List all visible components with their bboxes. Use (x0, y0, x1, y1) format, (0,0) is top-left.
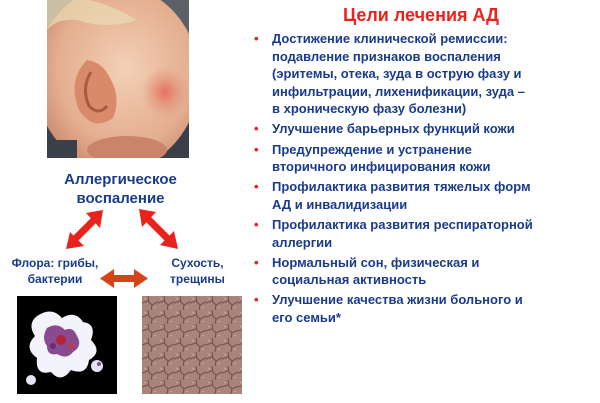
goal-item-line: Улучшение барьерных функций кожи (272, 121, 515, 137)
goal-item (248, 120, 588, 138)
goal-item (248, 30, 588, 118)
goal-item-line: Профилактика развития тяжелых форм (272, 179, 531, 195)
arrow-center-flora (66, 210, 103, 249)
goal-item (248, 254, 588, 289)
goal-item-line: АД и инвалидизации (272, 196, 408, 212)
goal-item (248, 178, 588, 213)
goal-item-line: аллергии (272, 234, 333, 250)
dryness-label-line-2: трещины (170, 272, 225, 286)
goal-item-line: Достижение клинической ремиссии: (272, 31, 508, 46)
bullet-icon: • (254, 121, 259, 137)
goals-list (248, 30, 588, 329)
goal-item-line: его семьи* (272, 309, 341, 325)
bullet-icon: • (254, 31, 259, 46)
bullet-icon: • (254, 179, 259, 195)
bullet-icon: • (254, 216, 259, 232)
goal-item (248, 141, 588, 176)
goal-item (248, 291, 588, 326)
bullet-icon: • (254, 292, 259, 308)
center-label-line-1: Аллергическое (64, 171, 177, 188)
flora-label-line-2: бактерии (27, 272, 83, 286)
goal-item-line: подавление признаков воспаления (272, 48, 501, 64)
goal-item-line: в хроническую фазу болезни) (272, 101, 467, 117)
bullet-icon: • (254, 141, 259, 157)
goal-item-line: вторичного инфицирования кожи (272, 159, 491, 175)
goal-item (248, 216, 588, 251)
diagram-arrows (0, 0, 260, 300)
goal-item-line: социальная активность (272, 272, 427, 288)
goal-item-line: инфильтрации, лихенификации, зуда – (272, 83, 525, 99)
goal-item-line: Улучшение качества жизни больного и (272, 292, 523, 308)
arrow-center-dryness (139, 209, 178, 249)
goal-item-line: (эритемы, отека, зуда в острую фазу и (272, 66, 522, 82)
arrow-flora-dryness (100, 269, 148, 288)
flora-label-line-1: Флора: грибы, (11, 256, 99, 270)
dry-skin-micrograph (142, 296, 242, 394)
goal-item-line: Нормальный сон, физическая и (272, 254, 480, 270)
goal-item-line: Профилактика развития респираторной (272, 216, 533, 232)
center-label-line-2: воспаление (76, 190, 165, 207)
bullet-icon: • (254, 254, 259, 270)
goals-title: Цели лечения АД (342, 5, 500, 25)
dryness-label-line-1: Сухость, (171, 256, 224, 270)
goal-item-line: Предупреждение и устранение (272, 141, 472, 157)
fungi-micrograph (17, 296, 117, 394)
